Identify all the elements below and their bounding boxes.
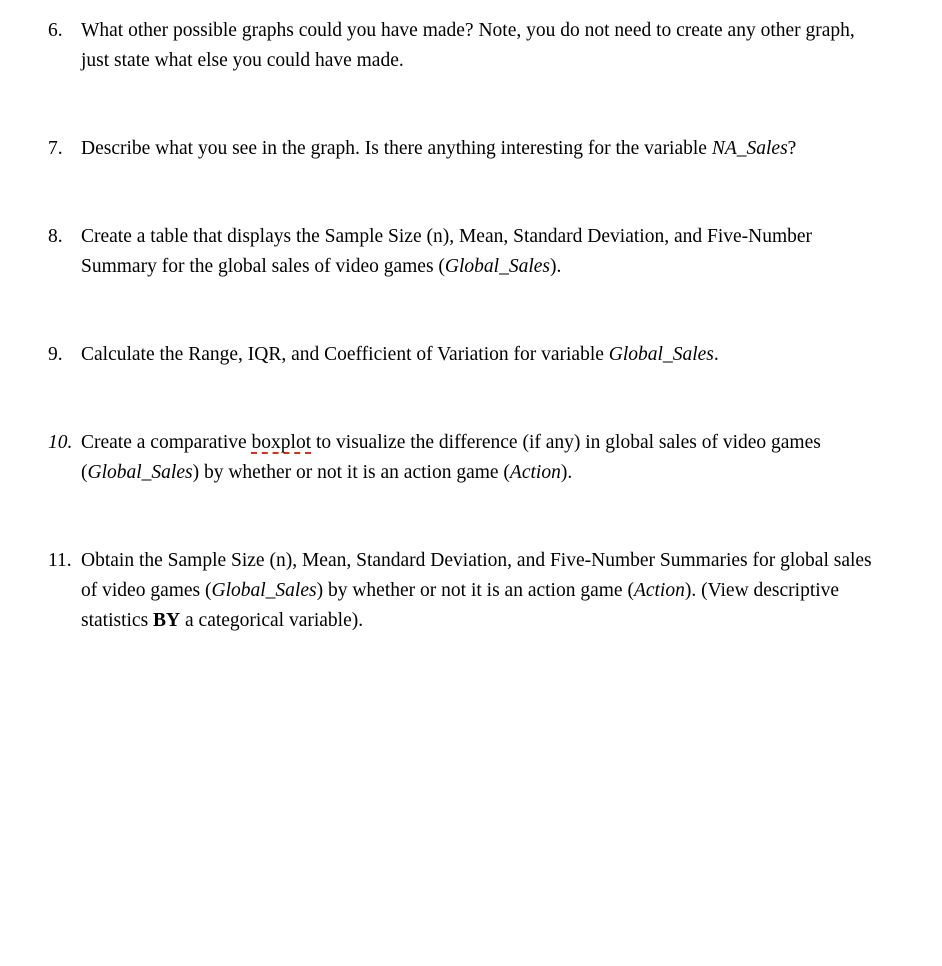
- question-number: 7.: [48, 138, 63, 159]
- text-segment: Global_Sales: [211, 580, 317, 601]
- text-segment: ).: [560, 462, 573, 483]
- question-item: [48, 340, 894, 370]
- text-segment: Obtain the Sample Size (n), Mean, Standard Deviation, and Five-Number Summaries for global sales of video games (: [81, 550, 872, 601]
- text-segment: Global_Sales: [87, 462, 193, 483]
- misspelled-word: boxplot: [251, 432, 312, 453]
- text-segment: What other possible graphs could you have made? Note, you do not need to create any other graph, just state what else you could have made.: [81, 20, 855, 71]
- text-segment: Action: [509, 462, 561, 483]
- text-segment: Global_Sales: [444, 256, 551, 277]
- text-segment: ).: [550, 256, 562, 277]
- question-item: [48, 222, 894, 282]
- question-number: 6.: [48, 20, 63, 41]
- question-number: 11.: [48, 550, 72, 571]
- text-segment: ) by whether or not it is an action game (: [192, 462, 510, 483]
- question-text: [81, 134, 876, 164]
- text-segment: Create a comparative: [81, 432, 252, 453]
- question-item: [48, 546, 894, 636]
- text-segment: ?: [787, 138, 797, 159]
- text-segment: a categorical variable).: [180, 610, 364, 631]
- question-text: [81, 222, 876, 282]
- question-number: 10.: [48, 432, 73, 453]
- question-text: [81, 546, 876, 636]
- question-number: 9.: [48, 344, 63, 365]
- text-segment: .: [713, 344, 719, 365]
- question-number: 8.: [48, 226, 63, 247]
- question-item: [48, 134, 894, 164]
- text-segment: Global_Sales: [608, 344, 714, 365]
- question-text: [81, 340, 876, 370]
- text-segment: Action: [633, 580, 685, 601]
- text-segment: Create a table that displays the Sample Size (n), Mean, Standard Deviation, and Five-Number Summary for the global sales of video games (: [81, 226, 813, 277]
- text-segment: Calculate the Range, IQR, and Coefficient of Variation for variable: [81, 344, 609, 365]
- question-list: [48, 16, 894, 636]
- text-segment: Describe what you see in the graph. Is there anything interesting for the variable: [81, 138, 712, 159]
- question-text: [81, 16, 876, 76]
- question-item: [48, 428, 894, 488]
- text-segment: BY: [153, 610, 181, 631]
- question-item: [48, 16, 894, 76]
- text-segment: NA_Sales: [711, 138, 788, 159]
- text-segment: ) by whether or not it is an action game (: [316, 580, 634, 601]
- text-segment: ). (View descriptive statistics: [81, 580, 840, 631]
- question-text: [81, 428, 876, 488]
- text-segment: to visualize the difference (if any) in global sales of video games (: [81, 432, 821, 483]
